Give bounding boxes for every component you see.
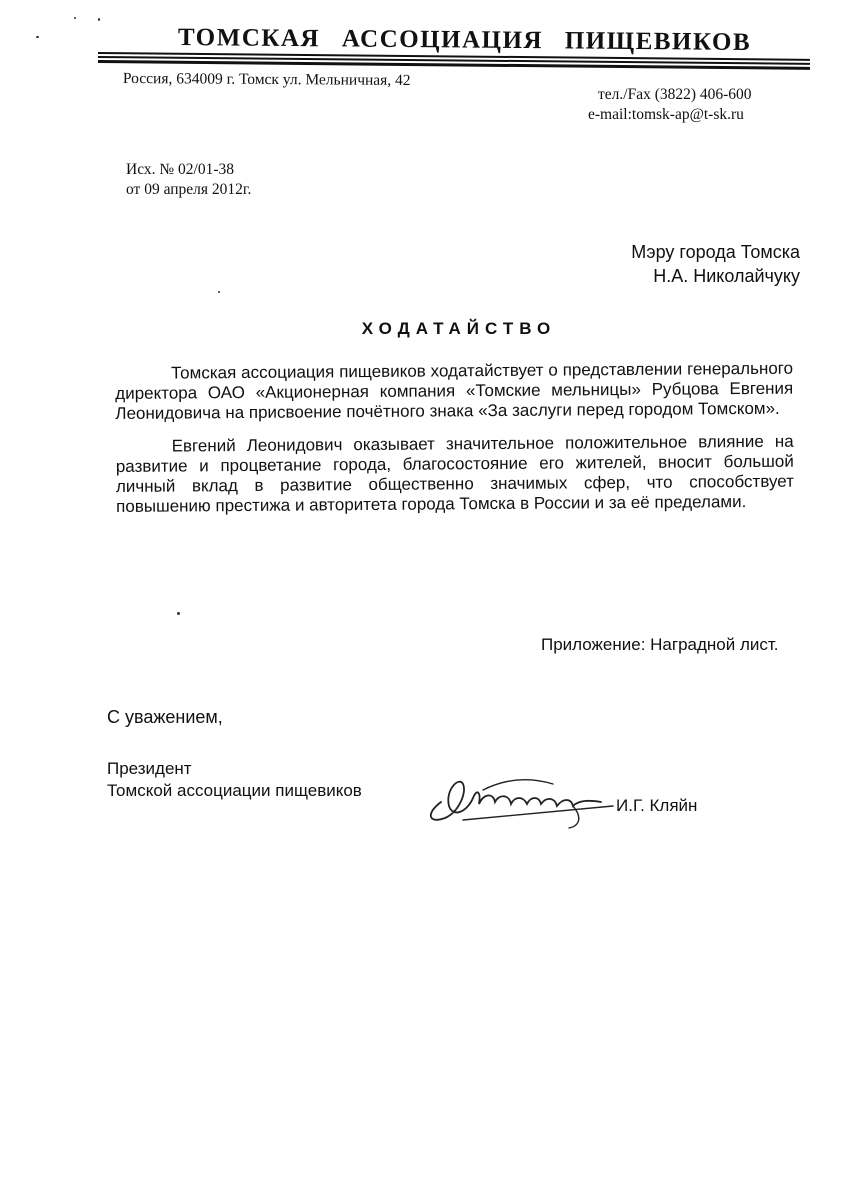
scan-speck xyxy=(98,18,100,21)
signer-name: И.Г. Кляйн xyxy=(616,796,698,815)
closing-regards: С уважением, xyxy=(107,707,223,727)
organization-email: e-mail:tomsk-ap@t-sk.ru xyxy=(588,106,744,123)
attachment-note: Приложение: Наградной лист. xyxy=(541,635,779,654)
organization-name: ТОМСКАЯ АССОЦИАЦИЯ ПИЩЕВИКОВ xyxy=(177,24,752,57)
addressee-title: Мэру города Томска xyxy=(631,242,800,262)
handwritten-signature xyxy=(423,762,623,832)
document-title: ХОДАТАЙСТВО xyxy=(361,319,557,338)
organization-address: Россия, 634009 г. Томск ул. Мельничная, 42 xyxy=(122,70,411,90)
scan-speck xyxy=(177,612,180,615)
organization-phone: тел./Fax (3822) 406-600 xyxy=(598,86,752,103)
addressee-block xyxy=(631,240,800,288)
position-title: Президент xyxy=(107,759,192,778)
outgoing-reference xyxy=(126,160,251,200)
scan-speck xyxy=(218,291,220,293)
addressee-name: Н.А. Николайчуку xyxy=(653,266,800,286)
reference-number: Исх. № 02/01-38 xyxy=(126,161,235,178)
reference-date: от 09 апреля 2012г. xyxy=(126,181,252,198)
scan-speck xyxy=(74,17,76,19)
scan-speck xyxy=(36,36,39,38)
body-paragraph: Евгений Леонидович оказывает значительное положительное влияние на развитие и процветание города, благосостояние его жителей, вносит большой личный вклад в развитие общественно значимых сфер, что способствует повышению престижа и авторитета города Томска в России и за её пределами. xyxy=(115,431,795,516)
letter-body xyxy=(115,359,794,530)
signer-position xyxy=(107,758,362,802)
position-organization: Томской ассоциации пищевиков xyxy=(107,781,362,800)
body-paragraph: Томская ассоциация пищевиков ходатайствует о представлении генерального директора ОАО «Акционерная компания «Томские мельницы» Рубцова Евгения Леонидовича на присвоение почётного знака «За заслуги перед городом Томском». xyxy=(115,358,794,423)
